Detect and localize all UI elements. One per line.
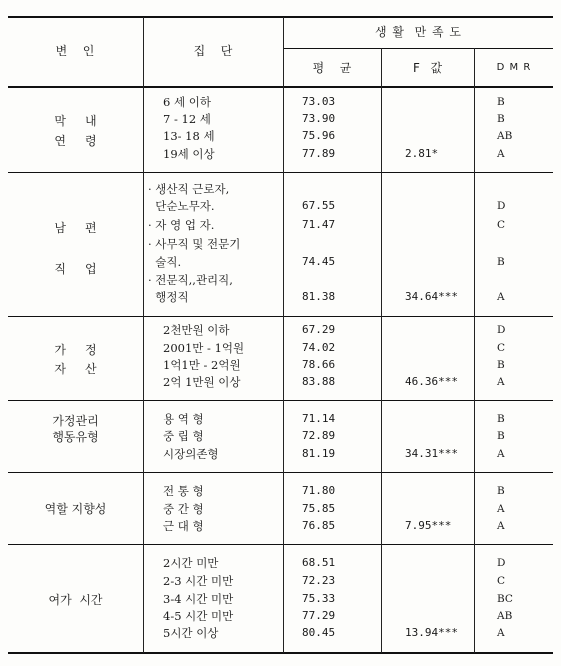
group-label: 2억 1만원 이상 <box>163 375 241 389</box>
group-label: 7 - 12 세 <box>163 112 211 126</box>
group-label: 용 역 형 <box>163 412 204 426</box>
group-label: · 자 영 업 자. <box>148 218 215 232</box>
dmr-value: C <box>497 575 506 587</box>
dmr-value: A <box>497 148 505 160</box>
dmr-value: B <box>497 430 505 442</box>
variable-label: 가 정 <box>54 343 97 357</box>
variable-label: 가정관리 <box>52 414 99 428</box>
group-label: · 전문직,,관리직, <box>148 273 233 287</box>
group-label: 2천만원 이하 <box>163 323 230 337</box>
dmr-value: A <box>497 291 505 303</box>
dmr-value: B <box>497 113 505 125</box>
mean-value: 73.90 <box>302 112 336 125</box>
section-rule <box>8 472 553 473</box>
mean-value: 75.85 <box>302 502 336 515</box>
mean-value: 78.66 <box>302 358 336 371</box>
group-label: 중 립 형 <box>163 429 204 443</box>
dmr-value: B <box>497 359 505 371</box>
group-label: 행정직 <box>148 290 189 304</box>
variable-label: 행동유형 <box>52 430 99 444</box>
dmr-value: BC <box>497 593 513 605</box>
dmr-value: C <box>497 342 506 354</box>
group-label: 단순노무자. <box>148 199 215 213</box>
f-value: 7.95*** <box>405 519 452 532</box>
mean-value: 77.29 <box>302 609 336 622</box>
header-mean: 평 균 <box>312 61 353 75</box>
mean-value: 81.19 <box>302 447 336 460</box>
group-label: · 생산직 근로자, <box>148 182 230 196</box>
dmr-value: A <box>497 503 505 515</box>
column-divider <box>381 48 382 653</box>
f-value: 34.31*** <box>405 447 458 460</box>
column-divider <box>474 48 475 653</box>
group-label: 13- 18 세 <box>163 129 215 143</box>
dmr-value: B <box>497 96 505 108</box>
header-fvalue: F 값 <box>412 61 444 75</box>
column-divider <box>143 17 144 653</box>
mean-value: 72.23 <box>302 574 336 587</box>
header-bottom-rule <box>8 86 553 88</box>
mean-value: 76.85 <box>302 519 336 532</box>
dmr-value: B <box>497 485 505 497</box>
dmr-value: D <box>497 200 506 212</box>
header-mid-rule <box>283 48 553 49</box>
group-label: 술직. <box>148 255 182 269</box>
f-value: 13.94*** <box>405 626 458 639</box>
dmr-value: B <box>497 256 505 268</box>
column-divider <box>283 17 284 653</box>
group-label: 19세 이상 <box>163 147 215 161</box>
mean-value: 77.89 <box>302 147 336 160</box>
dmr-value: A <box>497 448 505 460</box>
section-rule <box>8 316 553 317</box>
header-satisfaction: 생 활 만 족 도 <box>374 25 463 39</box>
section-rule <box>8 172 553 173</box>
f-value: 46.36*** <box>405 375 458 388</box>
variable-label: 남 편 <box>54 221 97 235</box>
mean-value: 83.88 <box>302 375 336 388</box>
mean-value: 72.89 <box>302 429 336 442</box>
group-label: 6 세 이하 <box>163 95 211 109</box>
group-label: 5시간 이상 <box>163 626 219 640</box>
f-value: 34.64*** <box>405 290 458 303</box>
mean-value: 80.45 <box>302 626 336 639</box>
group-label: 3-4 시간 미만 <box>163 592 234 606</box>
group-label: 2001만 - 1억원 <box>163 341 245 355</box>
mean-value: 74.02 <box>302 341 336 354</box>
f-value: 2.81* <box>405 147 439 160</box>
table-top-rule <box>8 16 553 18</box>
mean-value: 75.96 <box>302 129 336 142</box>
group-label: 4-5 시간 미만 <box>163 609 234 623</box>
variable-label: 역할 지향성 <box>44 502 107 516</box>
section-rule <box>8 400 553 401</box>
variable-label: 연 령 <box>54 134 97 148</box>
mean-value: 81.38 <box>302 290 336 303</box>
group-label: 2-3 시간 미만 <box>163 574 234 588</box>
mean-value: 75.33 <box>302 592 336 605</box>
table-bottom-rule <box>8 652 553 654</box>
dmr-value: D <box>497 557 506 569</box>
mean-value: 71.80 <box>302 484 336 497</box>
group-label: 2시간 미만 <box>163 556 219 570</box>
group-label: 근 대 형 <box>163 519 204 533</box>
group-label: 1억1만 - 2억원 <box>163 358 241 372</box>
dmr-value: AB <box>497 610 513 622</box>
group-label: · 사무직 및 전문기 <box>148 237 241 251</box>
mean-value: 73.03 <box>302 95 336 108</box>
header-variable: 변 인 <box>55 44 96 58</box>
variable-label: 여가 시간 <box>48 593 103 607</box>
group-label: 전 통 형 <box>163 484 204 498</box>
variable-label: 직 업 <box>54 262 97 276</box>
group-label: 시장의존형 <box>163 447 219 461</box>
dmr-value: A <box>497 520 505 532</box>
header-group: 집 단 <box>193 44 234 58</box>
mean-value: 74.45 <box>302 255 336 268</box>
header-dmr: D M R <box>496 62 532 73</box>
variable-label: 막 내 <box>54 114 97 128</box>
dmr-value: AB <box>497 130 513 142</box>
dmr-value: A <box>497 376 505 388</box>
mean-value: 67.55 <box>302 199 336 212</box>
dmr-value: B <box>497 413 505 425</box>
dmr-value: D <box>497 324 506 336</box>
mean-value: 71.14 <box>302 412 336 425</box>
mean-value: 67.29 <box>302 323 336 336</box>
group-label: 중 간 형 <box>163 502 204 516</box>
variable-label: 자 산 <box>54 362 97 376</box>
mean-value: 68.51 <box>302 556 336 569</box>
dmr-value: A <box>497 627 505 639</box>
section-rule <box>8 544 553 545</box>
dmr-value: C <box>497 219 506 231</box>
mean-value: 71.47 <box>302 218 336 231</box>
